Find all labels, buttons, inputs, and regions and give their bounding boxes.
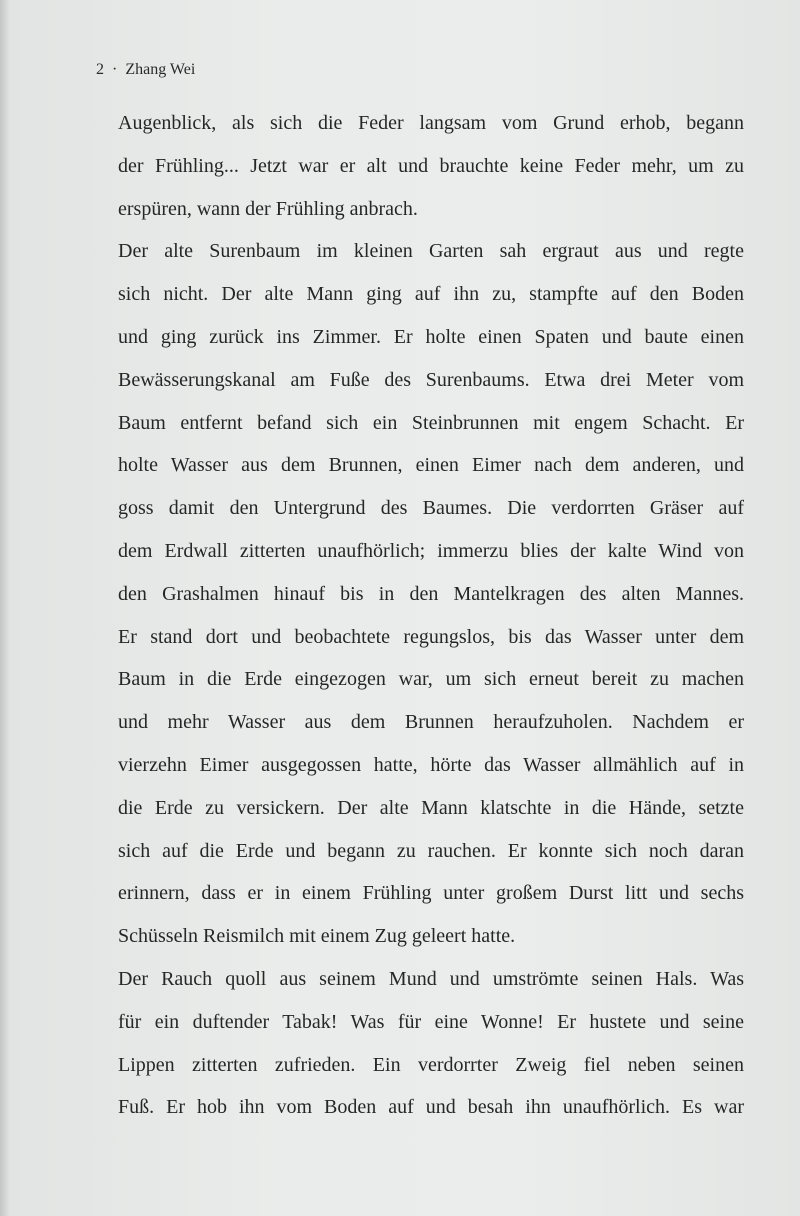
text-line: der Frühling... Jetzt war er alt und brauchte keine Feder mehr, um zu bbox=[118, 154, 744, 177]
text-line: Er stand dort und beobachtete regungslos, bis das Wasser unter dem bbox=[118, 625, 744, 648]
text-line: und mehr Wasser aus dem Brunnen heraufzuholen. Nachdem er bbox=[118, 711, 744, 734]
text-line: goss damit den Untergrund des Baumes. Die verdorrten Gräser auf bbox=[118, 497, 744, 520]
text-line: Augenblick, als sich die Feder langsam vom Grund erhob, begann bbox=[118, 112, 744, 134]
text-line: Der Rauch quoll aus seinem Mund und umströmte seinen Hals. Was bbox=[118, 967, 744, 990]
text-line: Baum in die Erde eingezogen war, um sich erneut bereit zu machen bbox=[118, 668, 744, 691]
text-line: sich nicht. Der alte Mann ging auf ihn zu, stampfte auf den Boden bbox=[118, 283, 744, 306]
text-line: dem Erdwall zitterten unaufhörlich; immerzu blies der kalte Wind von bbox=[118, 539, 744, 562]
author-name: Zhang Wei bbox=[125, 61, 196, 78]
text-line: sich auf die Erde und begann zu rauchen. Er konnte sich noch daran bbox=[118, 839, 744, 862]
text-line: und ging zurück ins Zimmer. Er holte einen Spaten und baute einen bbox=[118, 325, 744, 348]
text-line: erspüren, wann der Frühling anbrach. bbox=[118, 197, 418, 220]
text-line: vierzehn Eimer ausgegossen hatte, hörte das Wasser allmählich auf in bbox=[118, 753, 744, 776]
body-text bbox=[118, 102, 744, 1129]
text-line: für ein duftender Tabak! Was für eine Wonne! Er hustete und seine bbox=[118, 1010, 744, 1033]
text-line: Fuß. Er hob ihn vom Boden auf und besah ihn unaufhörlich. Es war bbox=[118, 1096, 744, 1119]
text-line: den Grashalmen hinauf bis in den Mantelkragen des alten Mannes. bbox=[118, 582, 744, 605]
text-line: holte Wasser aus dem Brunnen, einen Eimer nach dem anderen, und bbox=[118, 454, 744, 477]
text-line: Bewässerungskanal am Fuße des Surenbaums. Etwa drei Meter vom bbox=[118, 368, 744, 391]
text-line: erinnern, dass er in einem Frühling unter großem Durst litt und sechs bbox=[118, 882, 744, 905]
text-line: Lippen zitterten zufrieden. Ein verdorrter Zweig fiel neben seinen bbox=[118, 1053, 744, 1076]
running-head bbox=[96, 60, 195, 80]
text-line: Der alte Surenbaum im kleinen Garten sah ergraut aus und regte bbox=[118, 240, 744, 263]
spine-shadow bbox=[0, 0, 10, 1216]
text-line: Baum entfernt befand sich ein Steinbrunnen mit engem Schacht. Er bbox=[118, 411, 744, 434]
header-separator: · bbox=[112, 61, 118, 78]
page-number: 2 bbox=[96, 61, 104, 78]
text-line: Schüsseln Reismilch mit einem Zug geleert hatte. bbox=[118, 925, 516, 948]
text-line: die Erde zu versickern. Der alte Mann klatschte in die Hände, setzte bbox=[118, 796, 744, 819]
